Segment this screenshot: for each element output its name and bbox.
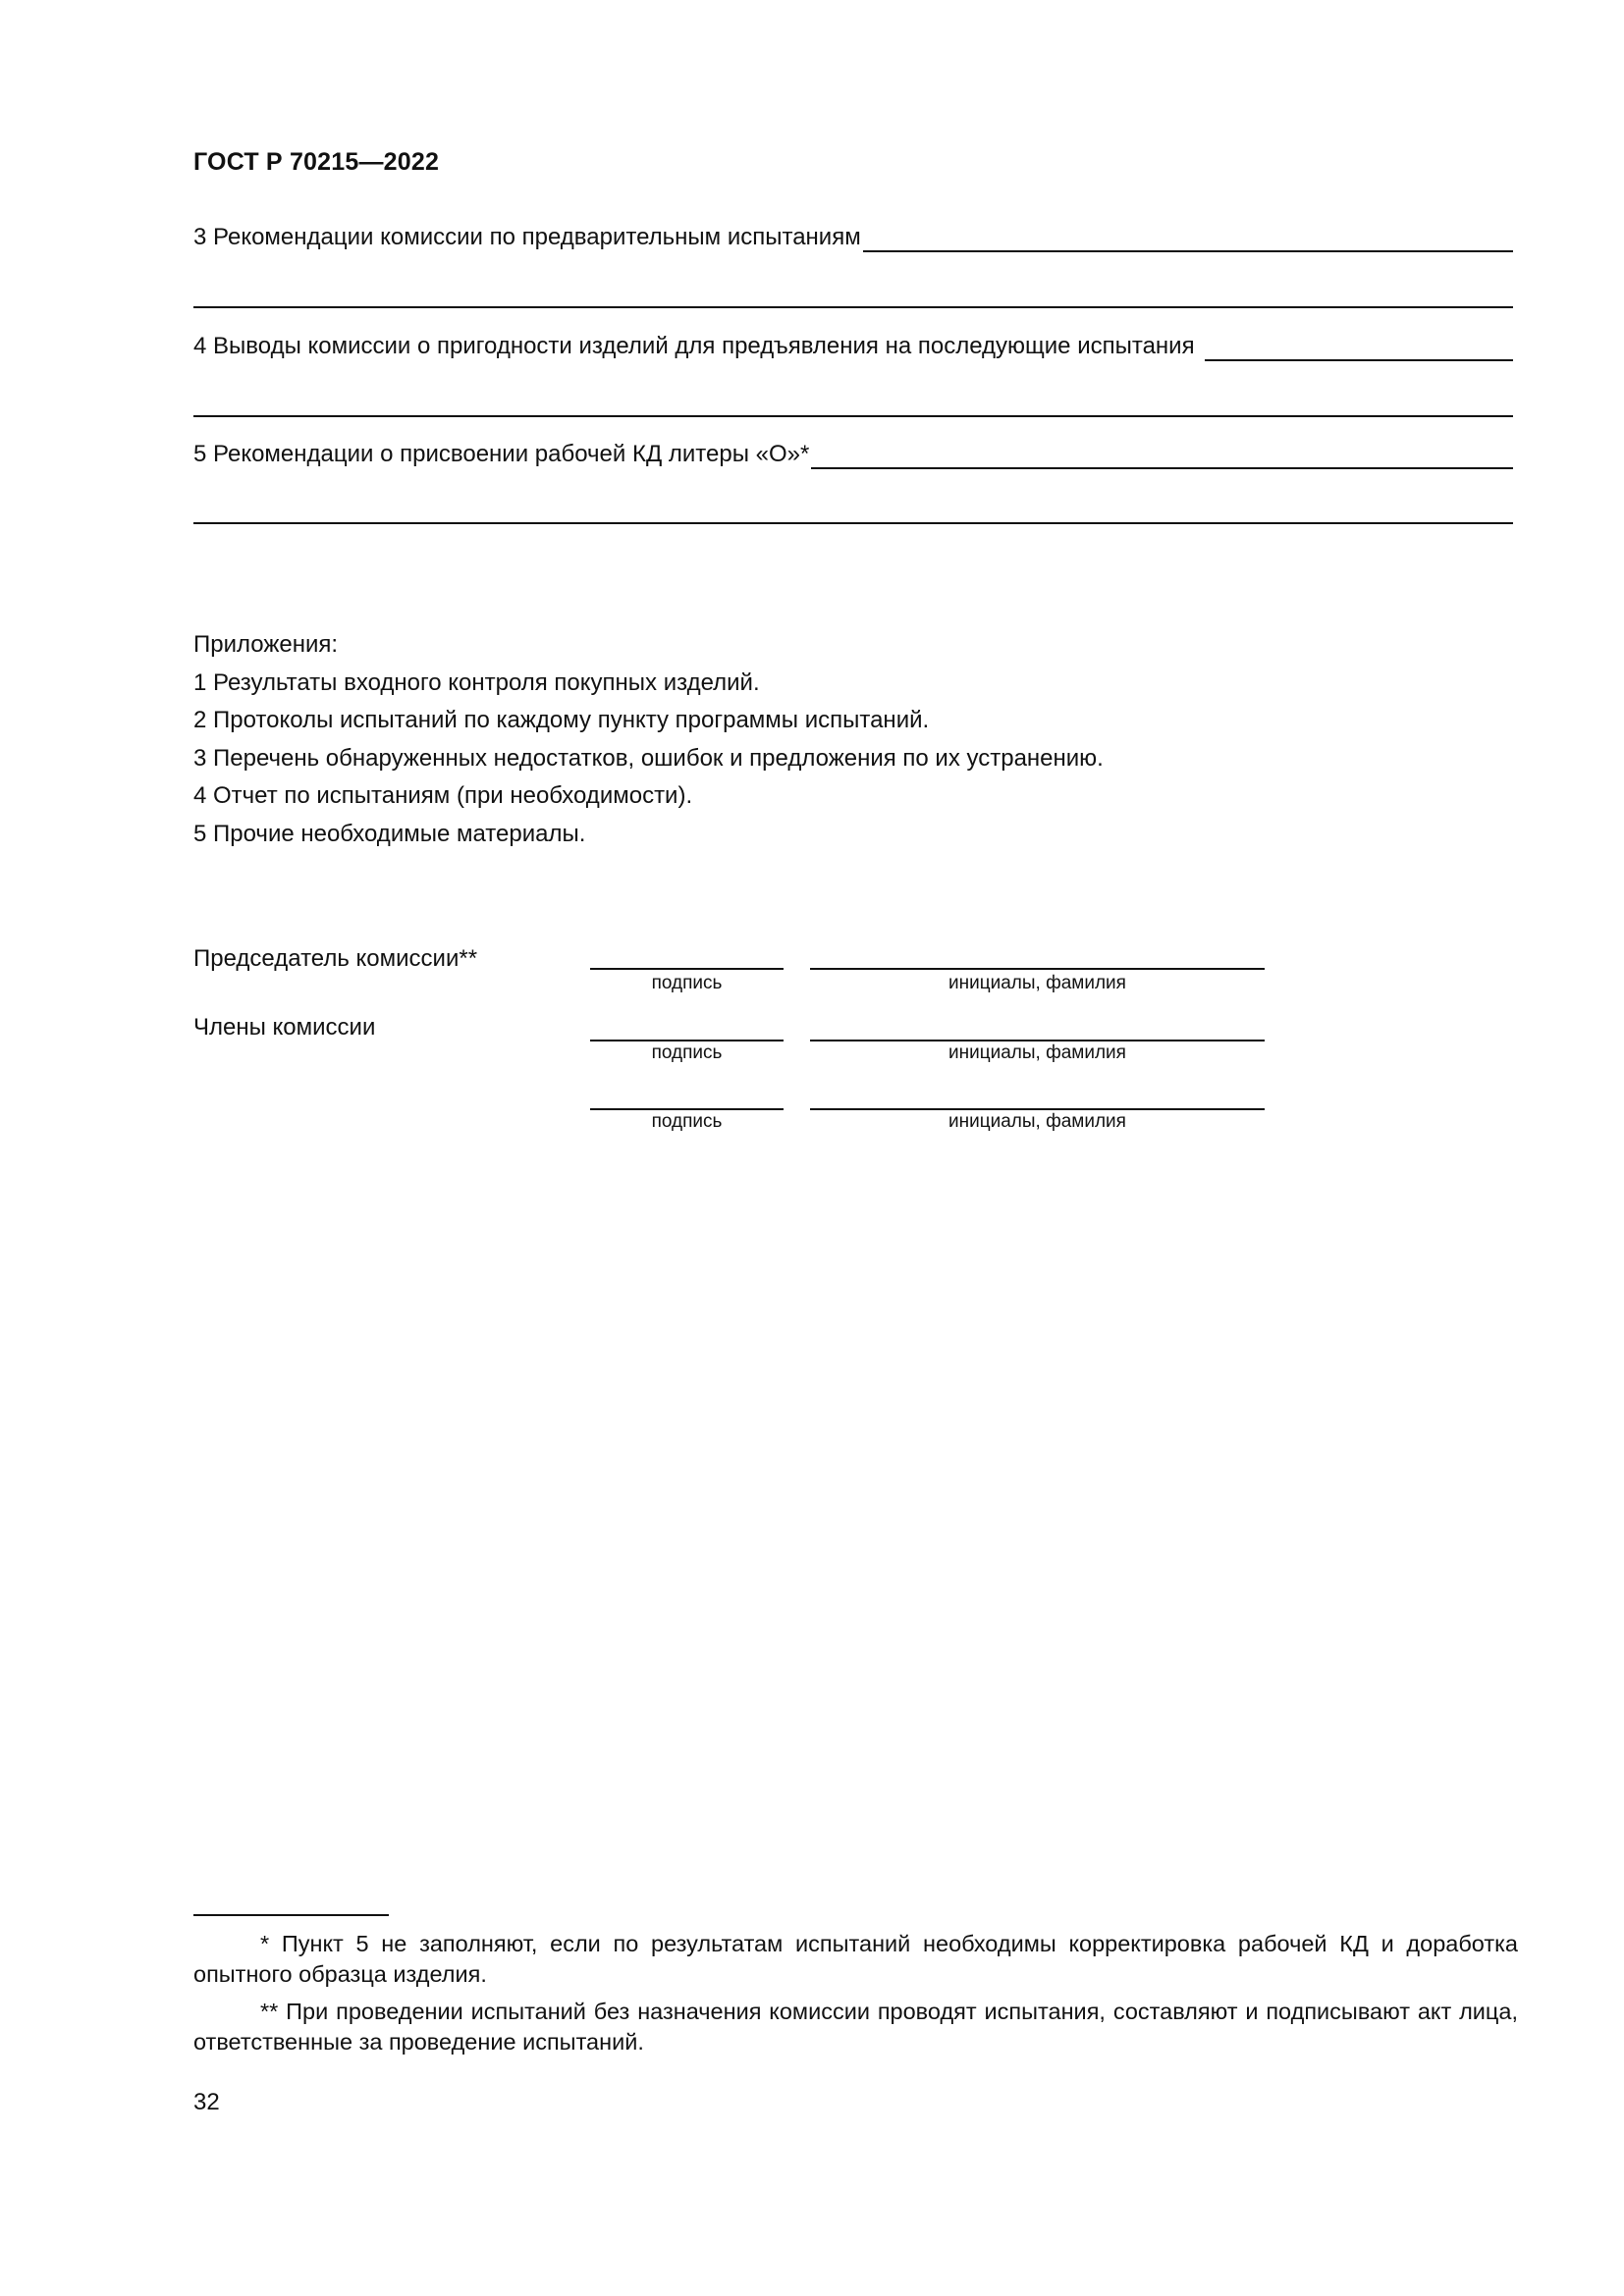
member-2-name-field[interactable] — [810, 1108, 1265, 1110]
appendix-item: 4 Отчет по испытаниям (при необходимости). — [193, 782, 693, 809]
footnote-divider — [193, 1914, 389, 1916]
form-item-3-continuation-field[interactable] — [193, 306, 1513, 308]
form-item-4-field[interactable] — [1205, 334, 1513, 361]
appendix-section — [193, 626, 1104, 853]
name-caption: инициалы, фамилия — [948, 1042, 1126, 1063]
chairman-label: Председатель комиссии** — [193, 945, 478, 972]
chairman-signature-field[interactable] — [590, 968, 784, 970]
appendix-item: 2 Протоколы испытаний по каждому пункту программы испытаний. — [193, 707, 930, 733]
member-1-name-field[interactable] — [810, 1040, 1265, 1041]
footnote-1: * Пункт 5 не заполняют, если по результатам испытаний необходимы корректировка рабочей КД и доработка опытного образца изделия. — [193, 1931, 1518, 1987]
signature-caption: подпись — [651, 1111, 723, 1132]
form-item-3-label: 3 Рекомендации комиссии по предварительным испытаниям — [193, 224, 861, 250]
members-label: Члены комиссии — [193, 1014, 376, 1041]
form-item-4-continuation-field[interactable] — [193, 415, 1513, 417]
name-caption: инициалы, фамилия — [948, 973, 1126, 993]
standard-header: ГОСТ Р 70215—2022 — [193, 148, 440, 176]
appendix-item: 1 Результаты входного контроля покупных изделий. — [193, 668, 760, 696]
appendix-title: Приложения: — [193, 631, 339, 658]
page-number: 32 — [193, 2089, 220, 2115]
appendix-item: 5 Прочие необходимые материалы. — [193, 820, 586, 847]
chairman-name-field[interactable] — [810, 968, 1265, 970]
name-caption: инициалы, фамилия — [948, 1111, 1126, 1132]
form-item-3 — [193, 223, 1513, 252]
form-item-5-field[interactable] — [811, 442, 1513, 469]
form-item-5 — [193, 440, 1513, 469]
member-1-signature-field[interactable] — [590, 1040, 784, 1041]
form-item-3-field[interactable] — [863, 225, 1513, 252]
form-item-5-label: 5 Рекомендации о присвоении рабочей КД литеры «О»* — [193, 441, 810, 467]
signature-caption: подпись — [651, 1042, 723, 1063]
signature-caption: подпись — [651, 973, 723, 993]
form-item-4-label: 4 Выводы комиссии о пригодности изделий для предъявления на последующие испытания — [193, 333, 1195, 359]
form-item-4 — [193, 332, 1513, 361]
footnote-2: ** При проведении испытаний без назначения комиссии проводят испытания, составляют и подписывают акт лица, ответственные за проведение испытаний. — [193, 1999, 1518, 2055]
member-2-signature-field[interactable] — [590, 1108, 784, 1110]
appendix-item: 3 Перечень обнаруженных недостатков, ошибок и предложения по их устранению. — [193, 744, 1104, 772]
form-item-5-continuation-field[interactable] — [193, 522, 1513, 524]
